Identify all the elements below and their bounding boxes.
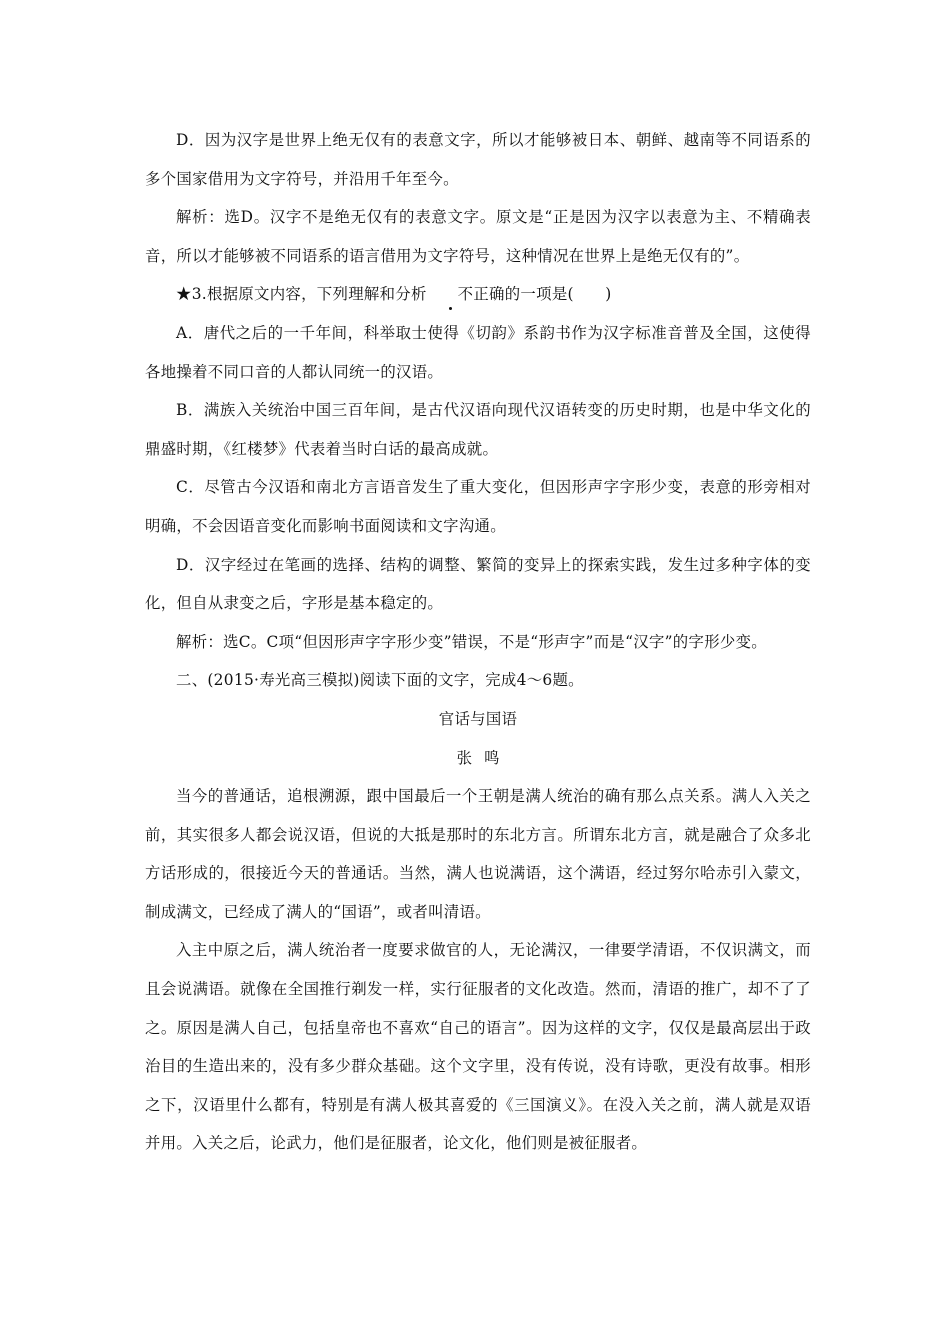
article-title: 官话与国语 [438,709,518,728]
document-page [145,121,811,1163]
q3-stem-emphasis: 不 [427,275,474,314]
q3-option-d: D．汉字经过在笔画的选择、结构的调整、繁简的变异上的探索实践，发生过多种字体的变化，但自从隶变之后，字形是基本稳定的。 [145,555,811,613]
article-paragraph-1: 当今的普通话，追根溯源，跟中国最后一个王朝是满人统治的确有那么点关系。满人入关之前，其实很多人都会说汉语，但说的大抵是那时的东北方言。所谓东北方言，就是融合了众多北方话形成的，很接近今天的普通话。当然，满人也说满语，这个满语，经过努尔哈赤引入蒙文，制成满文，已经成了满人的“国语”，或者叫清语。 [145,787,811,921]
q3-stem-after: 正确的一项是( ) [473,285,612,304]
article-paragraph-2: 入主中原之后，满人统治者一度要求做官的人，无论满汉，一律要学清语，不仅识满文，而且会说满语。就像在全国推行剃发一样，实行征服者的文化改造。然而，清语的推广，却不了了之。原因是满人自己，包括皇帝也不喜欢“自己的语言”。因为这样的文字，仅仅是最高层出于政治目的生造出来的，没有多少群众基础。这个文字里，没有传说，没有诗歌，更没有故事。相形之下，汉语里什么都有，特别是有满人极其喜爱的《三国演义》。在没入关之前，满人就是双语并用。入关之后，论武力，他们是征服者，论文化，他们则是被征服者。 [145,941,811,1153]
q3-stem-before: ★3.根据原文内容，下列理解和分析 [176,285,427,304]
q2-option-d: D．因为汉字是世界上绝无仅有的表意文字，所以才能够被日本、朝鲜、越南等不同语系的多个国家借用为文字符号，并沿用千年至今。 [145,131,811,188]
section-heading: 二、(2015·寿光高三模拟)阅读下面的文字，完成4～6题。 [176,671,584,690]
q3-stem [145,275,811,314]
q3-analysis: 解析：选C。C项“但因形声字字形少变”错误，不是“形声字”而是“汉字”的字形少变。 [176,632,767,651]
q2-analysis: 解析：选D。汉字不是绝无仅有的表意文字。原文是“正是因为汉字以表意为主、不精确表音，所以才能够被不同语系的语言借用为文字符号，这种情况在世界上是绝无仅有的”。 [145,208,811,265]
q3-option-b: B．满族入关统治中国三百年间，是古代汉语向现代汉语转变的历史时期，也是中华文化的鼎盛时期，《红楼梦》代表着当时白话的最高成就。 [145,401,811,458]
article-author: 张鸣 [456,748,512,767]
q3-option-c: C．尽管古今汉语和南北方言语音发生了重大变化，但因形声字字形少变，表意的形旁相对明确，不会因语音变化而影响书面阅读和文字沟通。 [145,478,811,535]
q3-option-a: A．唐代之后的一千年间，科举取士使得《切韵》系韵书作为汉字标准音普及全国，这使得各地操着不同口音的人都认同统一的汉语。 [145,323,811,381]
